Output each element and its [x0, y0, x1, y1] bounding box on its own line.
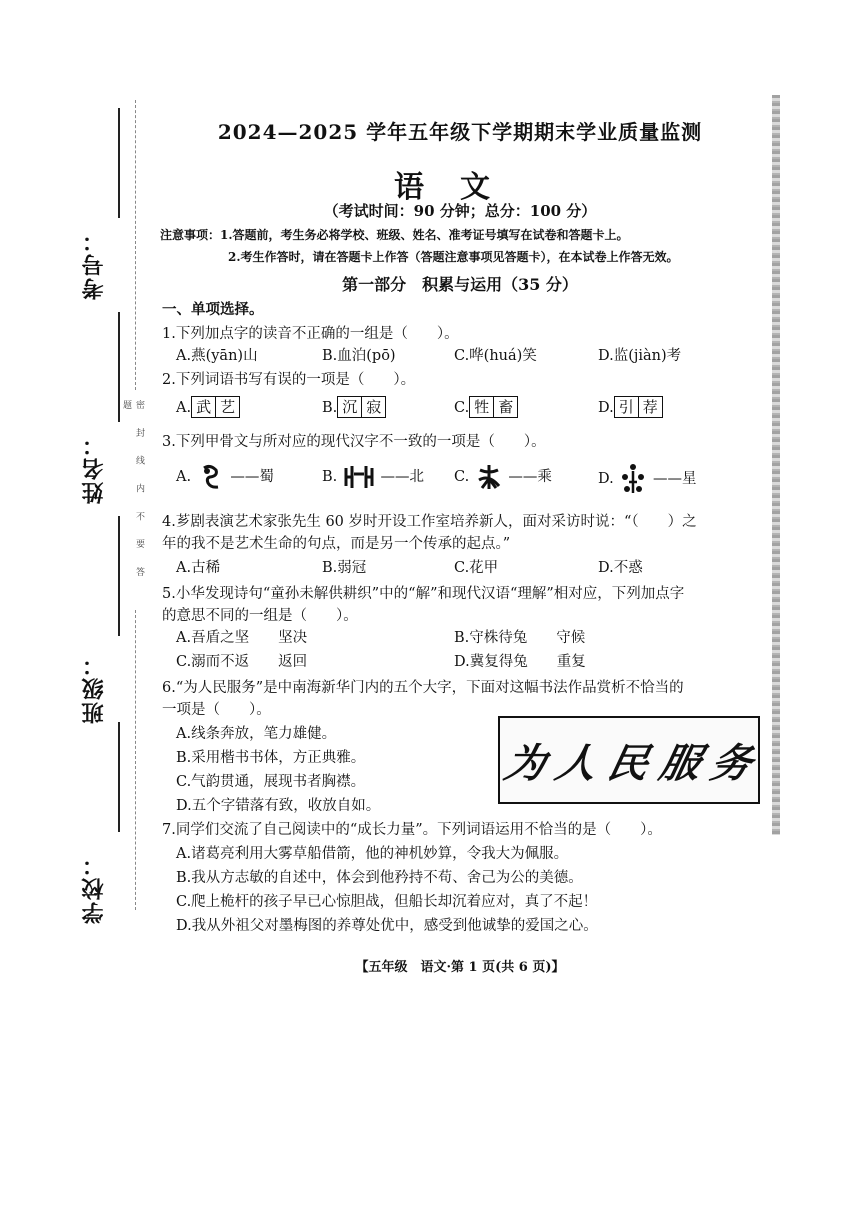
q3-option-a — [176, 462, 274, 492]
calligraphy-char-3: 民 — [603, 739, 654, 787]
q3-option-a-answer: ——蜀 — [230, 469, 274, 485]
question-4-stem-2: 年的我不是艺术生命的句点，而是另一个传承的起点。” — [162, 536, 511, 552]
q5-option-b: B.守株待兔 守候 — [454, 630, 586, 646]
q3-option-c — [454, 462, 552, 492]
binding-line-4 — [118, 722, 120, 832]
scan-edge — [772, 95, 780, 835]
q1-option-c: C.哗(huá)笑 — [454, 348, 537, 364]
question-3-stem: 3.下列甲骨文与所对应的现代汉字不一致的一项是（ ）。 — [162, 434, 546, 450]
q2-b-char-1: 沉 — [337, 396, 362, 418]
q7-option-b: B.我从方志敏的自述中，体会到他矜持不苟、舍己为公的美德。 — [176, 870, 583, 886]
q3-option-d — [598, 462, 696, 496]
q4-option-b: B.弱冠 — [322, 560, 367, 576]
q3-option-c-prefix: C. — [454, 469, 470, 485]
question-6-stem-1: 6.“为人民服务”是中南海新华门内的五个大字，下面对这幅书法作品赏析不恰当的 — [162, 680, 684, 696]
q7-option-a: A.诸葛亮利用大雾草船借箭，他的神机妙算，令我大为佩服。 — [176, 846, 569, 862]
name-label: 姓名： — [81, 432, 107, 504]
q3-option-b-prefix: B. — [322, 469, 338, 485]
q2-option-d — [598, 396, 662, 418]
q4-option-a: A.古稀 — [176, 560, 221, 576]
q6-option-d: D.五个字错落有致，收放自如。 — [176, 798, 381, 814]
calligraphy-char-2: 人 — [551, 739, 602, 787]
notice-2: 2.考生作答时，请在答题卡上作答（答题注意事项见答题卡），在本试卷上作答无效。 — [228, 250, 679, 264]
q2-a-char-2: 艺 — [215, 396, 240, 418]
q5-option-c: C.溺而不返 返回 — [176, 654, 308, 670]
q2-option-a-prefix: A. — [176, 400, 192, 416]
q2-option-c — [454, 396, 517, 418]
school-label: 学校： — [81, 852, 107, 924]
exam-no-label: 考号： — [81, 228, 107, 300]
q2-option-c-word — [469, 396, 517, 418]
exam-info: （考试时间：90 分钟；总分：100 分） — [323, 202, 597, 220]
q6-option-a: A.线条奔放，笔力雄健。 — [176, 726, 337, 742]
subject-title: 语文 — [394, 170, 526, 205]
seal-line-text: 密 封 线 内 不 要 答 题 — [121, 400, 144, 585]
q7-option-c: C.爬上桅杆的孩子早已心惊胆战，但船长却沉着应对，真了不起！ — [176, 894, 598, 910]
calligraphy-char-5: 务 — [706, 739, 757, 787]
question-1-stem: 1.下列加点字的读音不正确的一组是（ ）。 — [162, 326, 459, 342]
question-5-stem-2: 的意思不同的一组是（ ）。 — [162, 608, 358, 624]
q2-option-d-word — [614, 396, 662, 418]
oracle-bei-icon — [342, 462, 376, 492]
q2-d-char-2: 荐 — [638, 396, 663, 418]
q2-option-a-word — [191, 396, 239, 418]
q2-option-d-prefix: D. — [598, 400, 614, 416]
q6-option-b: B.采用楷书书体，方正典雅。 — [176, 750, 366, 766]
calligraphy-image — [498, 716, 760, 804]
seal-dots-bottom — [135, 610, 136, 910]
q3-option-a-prefix: A. — [176, 469, 192, 485]
q2-option-b — [322, 396, 385, 418]
exam-title: 2024—2025 学年五年级下学期期末学业质量监测 — [217, 120, 703, 144]
question-4-stem-1: 4.芗剧表演艺术家张先生 60 岁时开设工作室培养新人，面对采访时说：“（ ）之 — [162, 514, 697, 530]
oracle-xing-icon — [618, 462, 648, 496]
calligraphy-char-4: 服 — [654, 739, 705, 787]
q2-d-char-1: 引 — [614, 396, 639, 418]
question-6-stem-2: 一项是（ ）。 — [162, 702, 271, 718]
binding-line-1 — [118, 108, 120, 218]
q2-c-char-2: 畜 — [493, 396, 518, 418]
q3-option-b — [322, 462, 424, 492]
part-heading: 一、单项选择。 — [162, 301, 264, 318]
q4-option-c: C.花甲 — [454, 560, 499, 576]
q2-option-a — [176, 396, 239, 418]
q5-option-a: A.吾盾之坚 坚决 — [176, 630, 308, 646]
q3-option-c-answer: ——乘 — [508, 469, 552, 485]
section-heading: 第一部分 积累与运用（35 分） — [342, 275, 578, 294]
binding-line-3 — [118, 516, 120, 636]
seal-dots-top — [135, 100, 136, 390]
q1-option-b: B.血泊(pō) — [322, 348, 396, 364]
class-label: 班级： — [81, 652, 107, 724]
q5-option-d: D.冀复得兔 重复 — [454, 654, 586, 670]
q4-option-d: D.不惑 — [598, 560, 643, 576]
q1-option-d: D.监(jiàn)考 — [598, 348, 682, 364]
q2-a-char-1: 武 — [191, 396, 216, 418]
q2-option-b-word — [337, 396, 385, 418]
q1-option-a: A.燕(yān)山 — [176, 348, 258, 364]
oracle-shu-icon — [196, 462, 226, 492]
q2-option-b-prefix: B. — [322, 400, 338, 416]
q3-option-d-prefix: D. — [598, 471, 614, 487]
q3-option-b-answer: ——北 — [380, 469, 424, 485]
oracle-cheng-icon — [474, 462, 504, 492]
q2-c-char-1: 牲 — [469, 396, 494, 418]
calligraphy-char-1: 为 — [500, 739, 551, 787]
question-7-stem: 7.同学们交流了自己阅读中的“成长力量”。下列词语运用不恰当的是（ ）。 — [162, 822, 662, 838]
q2-option-c-prefix: C. — [454, 400, 470, 416]
question-2-stem: 2.下列词语书写有误的一项是（ ）。 — [162, 372, 416, 388]
q6-option-c: C.气韵贯通，展现书者胸襟。 — [176, 774, 366, 790]
q2-b-char-2: 寂 — [361, 396, 386, 418]
q3-option-d-answer: ——星 — [652, 471, 697, 487]
q7-option-d: D.我从外祖父对墨梅图的养尊处优中，感受到他诚挚的爱国之心。 — [176, 918, 598, 934]
notice-1: 注意事项：1.答题前，考生务必将学校、班级、姓名、准考证号填写在试卷和答题卡上。 — [160, 228, 629, 242]
question-5-stem-1: 5.小华发现诗句“童孙未解供耕织”中的“解”和现代汉语“理解”相对应，下列加点字 — [162, 586, 685, 602]
page-footer: 【五年级 语文·第 1 页(共 6 页)】 — [355, 960, 565, 975]
